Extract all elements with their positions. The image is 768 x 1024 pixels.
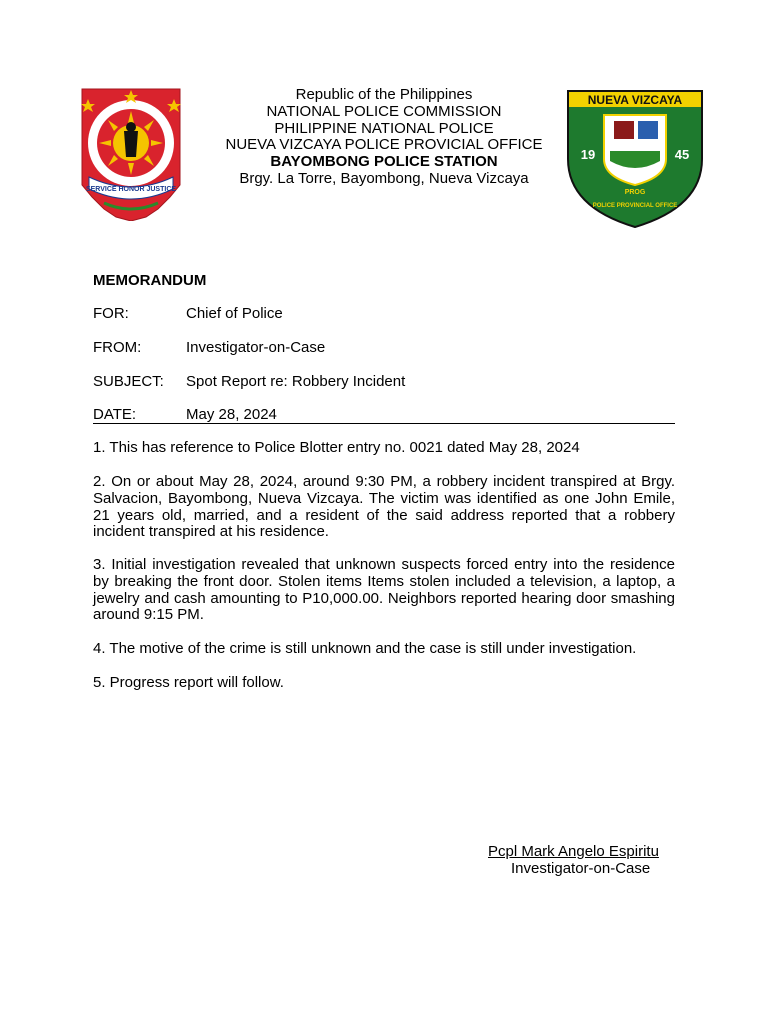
- memo-date-value: May 28, 2024: [186, 406, 277, 423]
- pnp-seal-logo: [74, 85, 188, 221]
- paragraph-2: 2. On or about May 28, 2024, around 9:30 PM, a robbery incident transpired at Brgy. Salvacion, Bayombong, Nueva Vizcaya. The victim was identified as one John Emile, 21 years old, married, and a resident of the said address reported that a robbery incident transpired at his residence.: [93, 473, 675, 541]
- patch-arc-text: POLICE PROVINCIAL OFFICE: [592, 203, 678, 209]
- patch-banner: NUEVA VIZCAYA: [587, 93, 683, 107]
- memo-date-row: [93, 406, 277, 423]
- header-line-address: Brgy. La Torre, Bayombong, Nueva Vizcaya: [239, 169, 529, 187]
- paragraph-3: 3. Initial investigation revealed that unknown suspects forced entry into the residence by breaking the front door. Stolen items Items stolen included a television, a laptop, a jewelry and cash amounting to P10,000.00. Neighbors reported hearing door smashing around 9:15 PM.: [93, 556, 675, 624]
- letterhead: [200, 87, 568, 188]
- header-divider: [93, 423, 675, 424]
- patch-motto: PROG: [624, 189, 646, 196]
- memo-date-label: DATE:: [93, 406, 137, 423]
- memo-subject-value: Spot Report re: Robbery Incident: [186, 373, 406, 390]
- paragraph-5: 5. Progress report will follow.: [93, 674, 284, 691]
- header-line-station: BAYOMBONG POLICE STATION: [270, 153, 498, 171]
- patch-year-right: 45: [674, 147, 690, 162]
- memo-for-label: FOR:: [93, 305, 129, 322]
- memo-for-row: [93, 305, 283, 322]
- paragraph-4: 4. The motive of the crime is still unknown and the case is still under investigation.: [93, 640, 637, 657]
- memo-title: MEMORANDUM: [93, 272, 207, 289]
- memo-subject-label: SUBJECT:: [93, 373, 164, 390]
- header-line-pnp: PHILIPPINE NATIONAL POLICE: [274, 119, 494, 137]
- memo-for-value: Chief of Police: [186, 305, 283, 322]
- memo-from-value: Investigator-on-Case: [186, 339, 326, 356]
- header-line-provincial-office: NUEVA VIZCAYA POLICE PROVICIAL OFFICE: [225, 136, 543, 154]
- patch-year-left: 19: [580, 147, 596, 162]
- header-line-napolcom: NATIONAL POLICE COMMISSION: [266, 102, 502, 120]
- signatory-name: Pcpl Mark Angelo Espiritu: [488, 843, 659, 860]
- paragraph-1: 1. This has reference to Police Blotter entry no. 0021 dated May 28, 2024: [93, 439, 580, 456]
- memo-from-row: [93, 339, 325, 356]
- pnp-seal-motto: SERVICE HONOR JUSTICE: [85, 186, 177, 193]
- memo-subject-row: [93, 373, 405, 390]
- signatory-title: Investigator-on-Case: [511, 860, 651, 877]
- nueva-vizcaya-ppo-logo: [566, 89, 704, 229]
- header-line-republic: Republic of the Philippines: [295, 86, 473, 103]
- memo-from-label: FROM:: [93, 339, 142, 356]
